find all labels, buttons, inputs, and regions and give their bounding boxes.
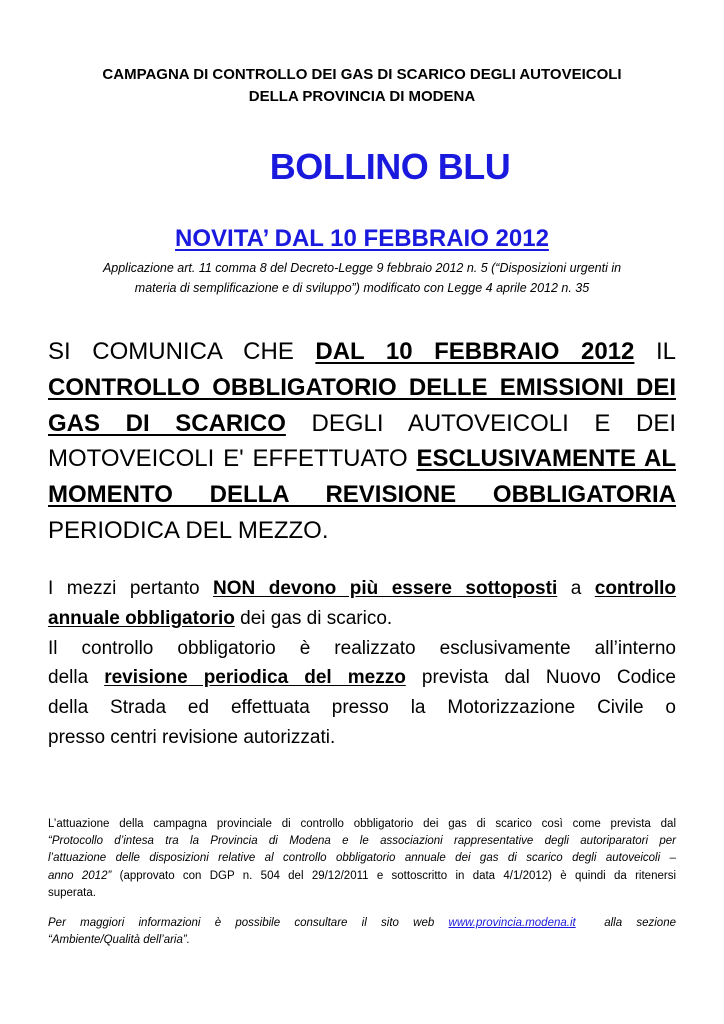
body-line-1 [48, 574, 676, 604]
more-info-text: alla sezione [575, 917, 676, 929]
page-title: BOLLINO BLU [269, 146, 511, 187]
announce-highlight-exclusive: ESCLUSIVAMENTE AL [416, 445, 676, 473]
body-text: dei gas di scarico. [234, 607, 393, 629]
footer-text: (approvato con DGP n. 504 del 29/12/2011 e sottoscritto in data 4/1/2012) è quindi da ritenersi [111, 869, 676, 882]
announce-text: DEGLI AUTOVEICOLI E DEI [285, 409, 676, 437]
body-line-5: della Strada ed effettuata presso la Motorizzazione Civile o [48, 697, 676, 719]
body-emphasis: controllo [594, 578, 677, 599]
announce-highlight-gas: GAS DI SCARICO [48, 409, 286, 437]
announcement [48, 334, 676, 549]
news-subtitle-text: NOVITA’ DAL 10 FEBBRAIO 2012 [175, 225, 549, 252]
body-text: prevista dal Nuovo Codice [405, 667, 676, 689]
announce-line-3 [48, 406, 676, 442]
footer-note [48, 816, 676, 902]
more-info-text: Per maggiori informazioni è possibile consultare il sito web [48, 917, 449, 929]
footer-line-1: L’attuazione della campagna provinciale di controllo obbligatorio dei gas di scarico così come prevista dal [48, 818, 676, 830]
body-line-6: presso centri revisione autorizzati. [48, 726, 336, 748]
announce-line-6: PERIODICA DEL MEZZO. [48, 516, 329, 544]
body-emphasis: annuale obbligatorio [48, 607, 235, 629]
body-emphasis: NON devono più essere sottoposti [213, 578, 558, 599]
announce-line-4 [48, 441, 676, 477]
footer-line-2: “Protocollo d’intesa tra la Provincia di Modena e le associazioni rappresentative degli autoriparatori per [48, 835, 676, 848]
body-line-3: Il controllo obbligatorio è realizzato esclusivamente all’interno [48, 637, 676, 659]
news-subtitle [40, 222, 684, 256]
info-paragraph [48, 574, 676, 753]
footer-line-5: superata. [48, 886, 96, 899]
footer-line-4 [48, 868, 676, 885]
law-line-2: materia di semplificazione e di sviluppo”) modificato con Legge 4 aprile 2012 n. 35 [134, 281, 590, 295]
header-line-1: CAMPAGNA DI CONTROLLO DEI GAS DI SCARICO DEGLI AUTOVEICOLI [102, 66, 622, 83]
law-reference [40, 258, 684, 298]
announce-line-2 [48, 370, 676, 406]
body-text: I mezzi pertanto [48, 578, 214, 599]
body-text: a [557, 578, 595, 599]
body-text: della [48, 667, 105, 689]
announce-text: MOTOVEICOLI E' EFFETTUATO [48, 445, 417, 473]
announce-line-5 [48, 477, 676, 513]
announce-highlight-revision: MOMENTO DELLA REVISIONE OBBLIGATORIA [48, 481, 676, 509]
announce-line-1 [48, 334, 676, 370]
footer-italic: anno 2012” [48, 869, 112, 882]
more-info-line-1 [48, 915, 676, 932]
body-emphasis: revisione periodica del mezzo [104, 667, 406, 689]
more-info-line-2: “Ambiente/Qualità dell’aria”. [48, 934, 190, 947]
announce-text: IL [634, 338, 676, 365]
more-info [48, 915, 676, 949]
footer-line-3: l’attuazione delle disposizioni relative al controllo obbligatorio annuale dei gas di scarico degli autoveicoli – [48, 852, 676, 865]
campaign-header [40, 64, 684, 108]
announce-text: SI COMUNICA CHE [48, 338, 316, 365]
body-line-2 [48, 604, 676, 634]
law-line-1: Applicazione art. 11 comma 8 del Decreto-Legge 9 febbraio 2012 n. 5 (“Disposizioni urgenti in [102, 261, 622, 275]
body-line-4 [48, 663, 676, 693]
header-line-2: DELLA PROVINCIA DI MODENA [248, 88, 476, 105]
website-link[interactable]: www.provincia.modena.it [448, 917, 576, 929]
announce-highlight-control: CONTROLLO OBBLIGATORIO DELLE EMISSIONI DEI [48, 373, 676, 401]
announce-highlight-date: DAL 10 FEBBRAIO 2012 [315, 338, 635, 365]
